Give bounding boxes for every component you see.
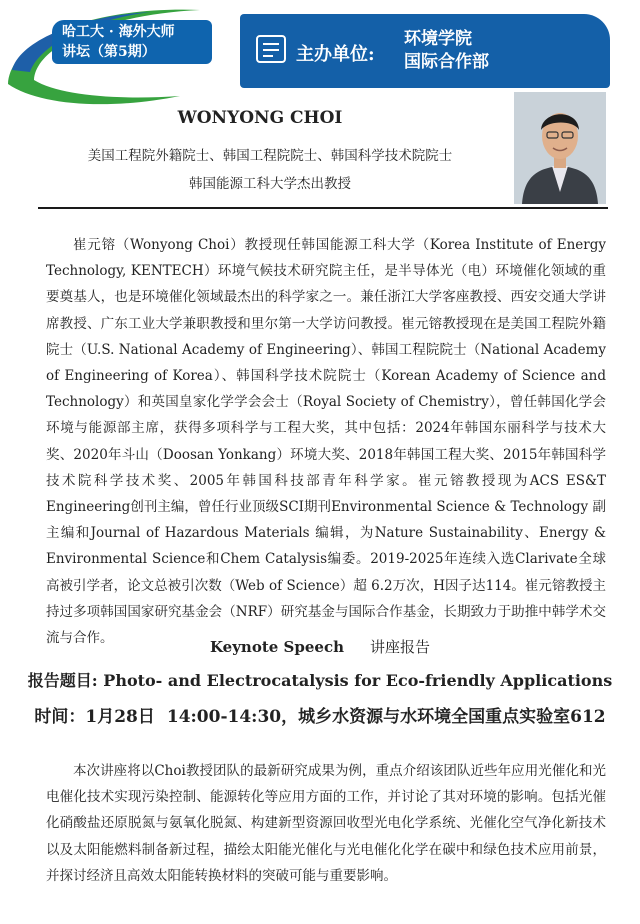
speaker-titles-line1: 美国工程院外籍院士、韩国工程院院士、韩国科学技术院院士	[87, 148, 453, 164]
topic-title: Photo- and Electrocatalysis for Eco-friendly Applications	[103, 671, 613, 690]
lecture-series-badge	[52, 20, 212, 64]
talk-date: 1月28日	[85, 707, 155, 727]
host-organization-list	[404, 28, 489, 74]
keynote-title-en: Keynote Speech	[209, 638, 344, 656]
speaker-biography: 崔元镕（Wonyong Choi）教授现任韩国能源工科大学（Korea Institute of Energy Technology, KENTECH）环境气候技术研究院主任，是半导体光（电）环境催化领域的重要奠基人，也是环境催化领域最杰出的科学家之一。兼任浙江大学客座教授、西安交通大学讲席教授、广东工业大学兼职教授和里尔第一大学访问教授。崔元镕教授现在是美国工程院外籍院士（U.S. National Academy of Engineering）、韩国工程院院士（National Academy of Engineering of Korea）、韩国科学技术院院士（Korean Academy of Science and Technology）和英国皇家化学学会会士（Royal Society of Chemistry），曾任韩国化学会环境与能源部主席，获得多项科学与工程大奖，其中包括：2024年韩国东丽科学与技术大奖、2020年斗山（Doosan Yonkang）环境大奖、2018年韩国工程大奖、2015年韩国科学技术院科学技术奖、2005年韩国科技部青年科学家。崔元镕教授现为ACS ES&T Engineering创刊主编，曾任行业顶级SCI期刊Environmental Science & Technology 副主编和Journal of Hazardous Materials 编辑，为Nature Sustainability、Energy & Environmental Science和Chem Catalysis编委。2019-2025年连续入选Clarivate全球高被引学者，论文总被引次数（Web of Science）超 6.2万次，H因子达114。崔元镕教授主持过多项韩国国家研究基金会（NRF）研究基金与国际合作基金，长期致力于助推中韩学术交流与合作。	[46, 237, 606, 647]
host-org-international: 国际合作部	[404, 52, 489, 72]
time-label: 时间：	[34, 707, 86, 727]
series-line2: 讲坛（第5期）	[62, 44, 156, 60]
topic-label: 报告题目:	[27, 671, 98, 690]
speaker-name: WONYONG CHOI	[177, 108, 343, 128]
talk-time-venue	[0, 702, 640, 727]
speaker-photo	[514, 92, 606, 204]
talk-abstract: 本次讲座将以Choi教授团队的最新研究成果为例，重点介绍该团队近些年应用光催化和光电催化技术实现污染控制、能源转化等应用方面的工作，并讨论了其对环境的影响。包括光催化硝酸盐还原脱氮与氨氧化脱氮、构建新型资源回收型光电化学系统、光催化空气净化新技术以及太阳能燃料制备新过程，描绘太阳能光催化与光电催化化学在碳中和绿色技术应用前景，并探讨经济且高效太阳能转换材料的突破可能与重要影响。	[46, 763, 606, 884]
talk-hours: 14:00-14:30，	[166, 707, 299, 727]
host-org-environment: 环境学院	[404, 29, 472, 49]
keynote-title-cn: 讲座报告	[370, 638, 431, 656]
host-label: 主办单位:	[296, 44, 375, 65]
host-organizations-banner	[240, 14, 610, 88]
talk-topic	[0, 668, 640, 691]
speaker-portrait-graphic	[514, 92, 606, 204]
speaker-titles-line2: 韩国能源工科大学杰出教授	[189, 176, 351, 192]
series-line1: 哈工大 · 海外大师	[62, 24, 175, 40]
keynote-heading	[0, 636, 640, 657]
section-divider	[38, 207, 608, 209]
document-list-icon	[254, 32, 288, 66]
talk-venue: 城乡水资源与水环境全国重点实验室612	[298, 707, 606, 727]
